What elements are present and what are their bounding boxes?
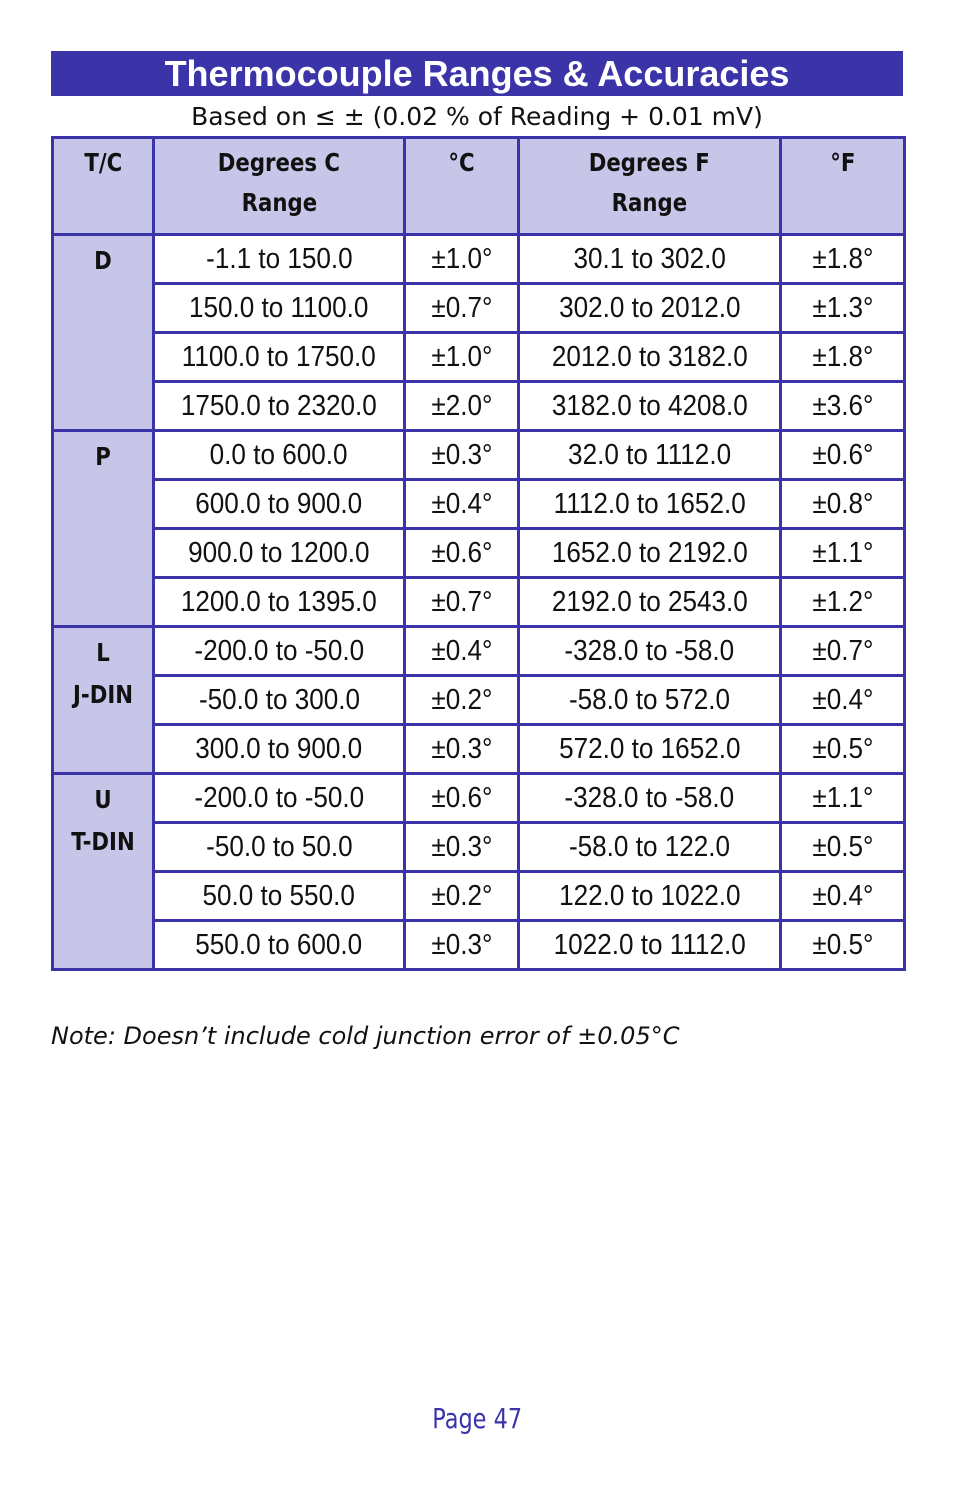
celsius-accuracy-cell-text: ±0.6° <box>430 781 493 814</box>
fahrenheit-range-cell <box>519 823 781 872</box>
fahrenheit-accuracy-cell <box>781 480 905 529</box>
table-row <box>53 284 905 333</box>
thermocouple-type-label: P <box>95 442 111 471</box>
fahrenheit-range-cell-text: 32.0 to 1112.0 <box>567 438 732 471</box>
fahrenheit-range-cell-text: 1112.0 to 1652.0 <box>553 487 746 520</box>
fahrenheit-range-cell <box>519 431 781 480</box>
fahrenheit-accuracy-cell <box>781 235 905 284</box>
fahrenheit-range-cell <box>519 627 781 676</box>
celsius-accuracy-cell-text: ±0.4° <box>430 634 493 667</box>
celsius-accuracy-cell <box>405 921 519 970</box>
cold-junction-note: Note: Doesn’t include cold junction error of ±0.05°C <box>51 1022 680 1050</box>
table-row <box>53 431 905 480</box>
fahrenheit-accuracy-cell <box>781 823 905 872</box>
celsius-accuracy-cell <box>405 284 519 333</box>
fahrenheit-range-cell <box>519 725 781 774</box>
table-row <box>53 480 905 529</box>
accuracy-basis-subtitle: Based on ≤ ± (0.02 % of Reading + 0.01 mV) <box>191 101 763 131</box>
fahrenheit-range-cell-text: -58.0 to 122.0 <box>568 830 731 863</box>
fahrenheit-accuracy-cell-text: ±1.2° <box>811 585 874 618</box>
celsius-accuracy-cell-text: ±0.2° <box>430 879 493 912</box>
thermocouple-type-label: D <box>94 246 112 275</box>
celsius-accuracy-cell-text: ±0.7° <box>430 585 493 618</box>
celsius-range-cell <box>154 480 405 529</box>
celsius-range-cell-text: -200.0 to -50.0 <box>194 781 364 814</box>
celsius-accuracy-cell-text: ±0.3° <box>430 438 493 471</box>
celsius-range-cell <box>154 872 405 921</box>
celsius-accuracy-cell <box>405 676 519 725</box>
fahrenheit-accuracy-cell-text: ±1.8° <box>811 340 874 373</box>
thermocouple-type-label: U <box>94 785 112 814</box>
fahrenheit-accuracy-cell-text: ±0.4° <box>811 683 874 716</box>
fahrenheit-accuracy-cell <box>781 284 905 333</box>
fahrenheit-accuracy-cell <box>781 921 905 970</box>
thermocouple-type-label: J-DIN <box>72 680 134 709</box>
celsius-range-cell <box>154 431 405 480</box>
celsius-accuracy-cell <box>405 627 519 676</box>
table-header <box>53 138 905 235</box>
header-row <box>53 138 905 235</box>
fahrenheit-range-cell-text: 302.0 to 2012.0 <box>558 291 741 324</box>
fahrenheit-accuracy-cell-text: ±1.1° <box>811 536 874 569</box>
celsius-range-cell <box>154 627 405 676</box>
fahrenheit-range-cell-text: 2012.0 to 3182.0 <box>551 340 748 373</box>
page-title-text: Thermocouple Ranges & Accuracies <box>164 52 790 94</box>
thermocouple-type-cell <box>53 235 154 431</box>
celsius-accuracy-cell-text: ±0.3° <box>430 732 493 765</box>
celsius-accuracy-cell <box>405 823 519 872</box>
header-degrees-c-range: Degrees C Range <box>154 138 405 235</box>
fahrenheit-range-cell-text: -58.0 to 572.0 <box>568 683 731 716</box>
celsius-range-cell-text: -50.0 to 50.0 <box>205 830 353 863</box>
thermocouple-type-cell <box>53 627 154 774</box>
celsius-accuracy-cell <box>405 333 519 382</box>
fahrenheit-accuracy-cell-text: ±1.1° <box>811 781 874 814</box>
fahrenheit-range-cell <box>519 235 781 284</box>
celsius-accuracy-cell-text: ±0.4° <box>430 487 493 520</box>
fahrenheit-accuracy-cell-text: ±0.7° <box>811 634 874 667</box>
celsius-accuracy-cell-text: ±0.2° <box>430 683 493 716</box>
fahrenheit-accuracy-cell-text: ±0.5° <box>811 732 874 765</box>
header-f-accuracy: °F <box>781 138 905 235</box>
fahrenheit-accuracy-cell-text: ±3.6° <box>811 389 874 422</box>
celsius-range-cell-text: -50.0 to 300.0 <box>198 683 360 716</box>
celsius-range-cell-text: 50.0 to 550.0 <box>202 879 356 912</box>
celsius-accuracy-cell <box>405 529 519 578</box>
table-row <box>53 872 905 921</box>
header-c-accuracy: °C <box>405 138 519 235</box>
fahrenheit-range-cell-text: 1652.0 to 2192.0 <box>551 536 748 569</box>
fahrenheit-range-cell <box>519 872 781 921</box>
fahrenheit-range-cell <box>519 774 781 823</box>
fahrenheit-accuracy-cell <box>781 333 905 382</box>
celsius-range-cell-text: 150.0 to 1100.0 <box>189 291 369 324</box>
celsius-accuracy-cell-text: ±1.0° <box>430 242 493 275</box>
celsius-accuracy-cell-text: ±0.3° <box>430 928 493 961</box>
celsius-accuracy-cell <box>405 774 519 823</box>
table-row <box>53 921 905 970</box>
table-body <box>53 235 905 970</box>
fahrenheit-range-cell <box>519 921 781 970</box>
page-title <box>51 51 903 96</box>
fahrenheit-range-cell-text: 1022.0 to 1112.0 <box>553 928 746 961</box>
fahrenheit-accuracy-cell-text: ±0.4° <box>811 879 874 912</box>
celsius-range-cell-text: 1100.0 to 1750.0 <box>181 340 376 373</box>
table-row <box>53 578 905 627</box>
fahrenheit-accuracy-cell <box>781 578 905 627</box>
table-row <box>53 774 905 823</box>
fahrenheit-range-cell-text: 122.0 to 1022.0 <box>558 879 741 912</box>
celsius-accuracy-cell-text: ±0.6° <box>430 536 493 569</box>
fahrenheit-range-cell-text: 30.1 to 302.0 <box>573 242 726 275</box>
celsius-range-cell-text: 300.0 to 900.0 <box>195 732 363 765</box>
fahrenheit-accuracy-cell <box>781 431 905 480</box>
celsius-accuracy-cell <box>405 382 519 431</box>
celsius-range-cell <box>154 382 405 431</box>
fahrenheit-range-cell-text: 3182.0 to 4208.0 <box>551 389 748 422</box>
celsius-range-cell-text: 1200.0 to 1395.0 <box>181 585 377 618</box>
fahrenheit-range-cell-text: -328.0 to -58.0 <box>564 781 735 814</box>
thermocouple-type-label: L <box>96 638 110 667</box>
fahrenheit-accuracy-cell-text: ±0.6° <box>811 438 874 471</box>
celsius-range-cell <box>154 676 405 725</box>
celsius-range-cell <box>154 578 405 627</box>
table-row <box>53 382 905 431</box>
celsius-accuracy-cell-text: ±1.0° <box>430 340 493 373</box>
celsius-range-cell <box>154 725 405 774</box>
celsius-range-cell-text: -200.0 to -50.0 <box>194 634 364 667</box>
thermocouple-type-cell <box>53 431 154 627</box>
fahrenheit-accuracy-cell <box>781 872 905 921</box>
thermocouple-type-cell <box>53 774 154 970</box>
celsius-accuracy-cell-text: ±0.3° <box>430 830 493 863</box>
celsius-range-cell-text: 1750.0 to 2320.0 <box>181 389 377 422</box>
celsius-range-cell <box>154 333 405 382</box>
fahrenheit-range-cell-text: 2192.0 to 2543.0 <box>551 585 748 618</box>
celsius-range-cell-text: 900.0 to 1200.0 <box>188 536 370 569</box>
thermocouple-type-label: T-DIN <box>71 827 135 856</box>
fahrenheit-range-cell <box>519 578 781 627</box>
header-tc: T/C <box>53 138 154 235</box>
fahrenheit-accuracy-cell <box>781 382 905 431</box>
fahrenheit-accuracy-cell <box>781 676 905 725</box>
thermocouple-table <box>51 136 906 971</box>
table-row <box>53 235 905 284</box>
fahrenheit-range-cell <box>519 333 781 382</box>
fahrenheit-range-cell <box>519 676 781 725</box>
table-row <box>53 676 905 725</box>
fahrenheit-accuracy-cell-text: ±0.5° <box>811 830 874 863</box>
celsius-range-cell-text: 0.0 to 600.0 <box>210 438 348 471</box>
celsius-accuracy-cell-text: ±0.7° <box>430 291 493 324</box>
fahrenheit-accuracy-cell-text: ±1.3° <box>811 291 874 324</box>
fahrenheit-accuracy-cell-text: ±0.5° <box>811 928 874 961</box>
table-row <box>53 627 905 676</box>
celsius-range-cell <box>154 529 405 578</box>
celsius-accuracy-cell <box>405 872 519 921</box>
celsius-accuracy-cell <box>405 431 519 480</box>
celsius-range-cell <box>154 284 405 333</box>
fahrenheit-accuracy-cell <box>781 627 905 676</box>
header-degrees-f-range: Degrees F Range <box>519 138 781 235</box>
fahrenheit-range-cell <box>519 382 781 431</box>
fahrenheit-accuracy-cell-text: ±1.8° <box>811 242 874 275</box>
fahrenheit-range-cell <box>519 284 781 333</box>
table-row <box>53 725 905 774</box>
fahrenheit-range-cell <box>519 480 781 529</box>
celsius-accuracy-cell-text: ±2.0° <box>430 389 493 422</box>
page-number: Page 47 <box>432 1402 522 1435</box>
celsius-range-cell <box>154 921 405 970</box>
fahrenheit-range-cell <box>519 529 781 578</box>
celsius-accuracy-cell <box>405 578 519 627</box>
fahrenheit-range-cell-text: -328.0 to -58.0 <box>564 634 735 667</box>
celsius-range-cell <box>154 823 405 872</box>
fahrenheit-accuracy-cell <box>781 725 905 774</box>
celsius-accuracy-cell <box>405 235 519 284</box>
fahrenheit-accuracy-cell-text: ±0.8° <box>811 487 874 520</box>
celsius-range-cell-text: 550.0 to 600.0 <box>195 928 363 961</box>
celsius-range-cell <box>154 774 405 823</box>
celsius-accuracy-cell <box>405 725 519 774</box>
celsius-range-cell <box>154 235 405 284</box>
celsius-range-cell-text: 600.0 to 900.0 <box>195 487 363 520</box>
table-row <box>53 333 905 382</box>
table-row <box>53 529 905 578</box>
fahrenheit-range-cell-text: 572.0 to 1652.0 <box>558 732 741 765</box>
fahrenheit-accuracy-cell <box>781 774 905 823</box>
celsius-range-cell-text: -1.1 to 150.0 <box>205 242 353 275</box>
fahrenheit-accuracy-cell <box>781 529 905 578</box>
table-row <box>53 823 905 872</box>
celsius-accuracy-cell <box>405 480 519 529</box>
